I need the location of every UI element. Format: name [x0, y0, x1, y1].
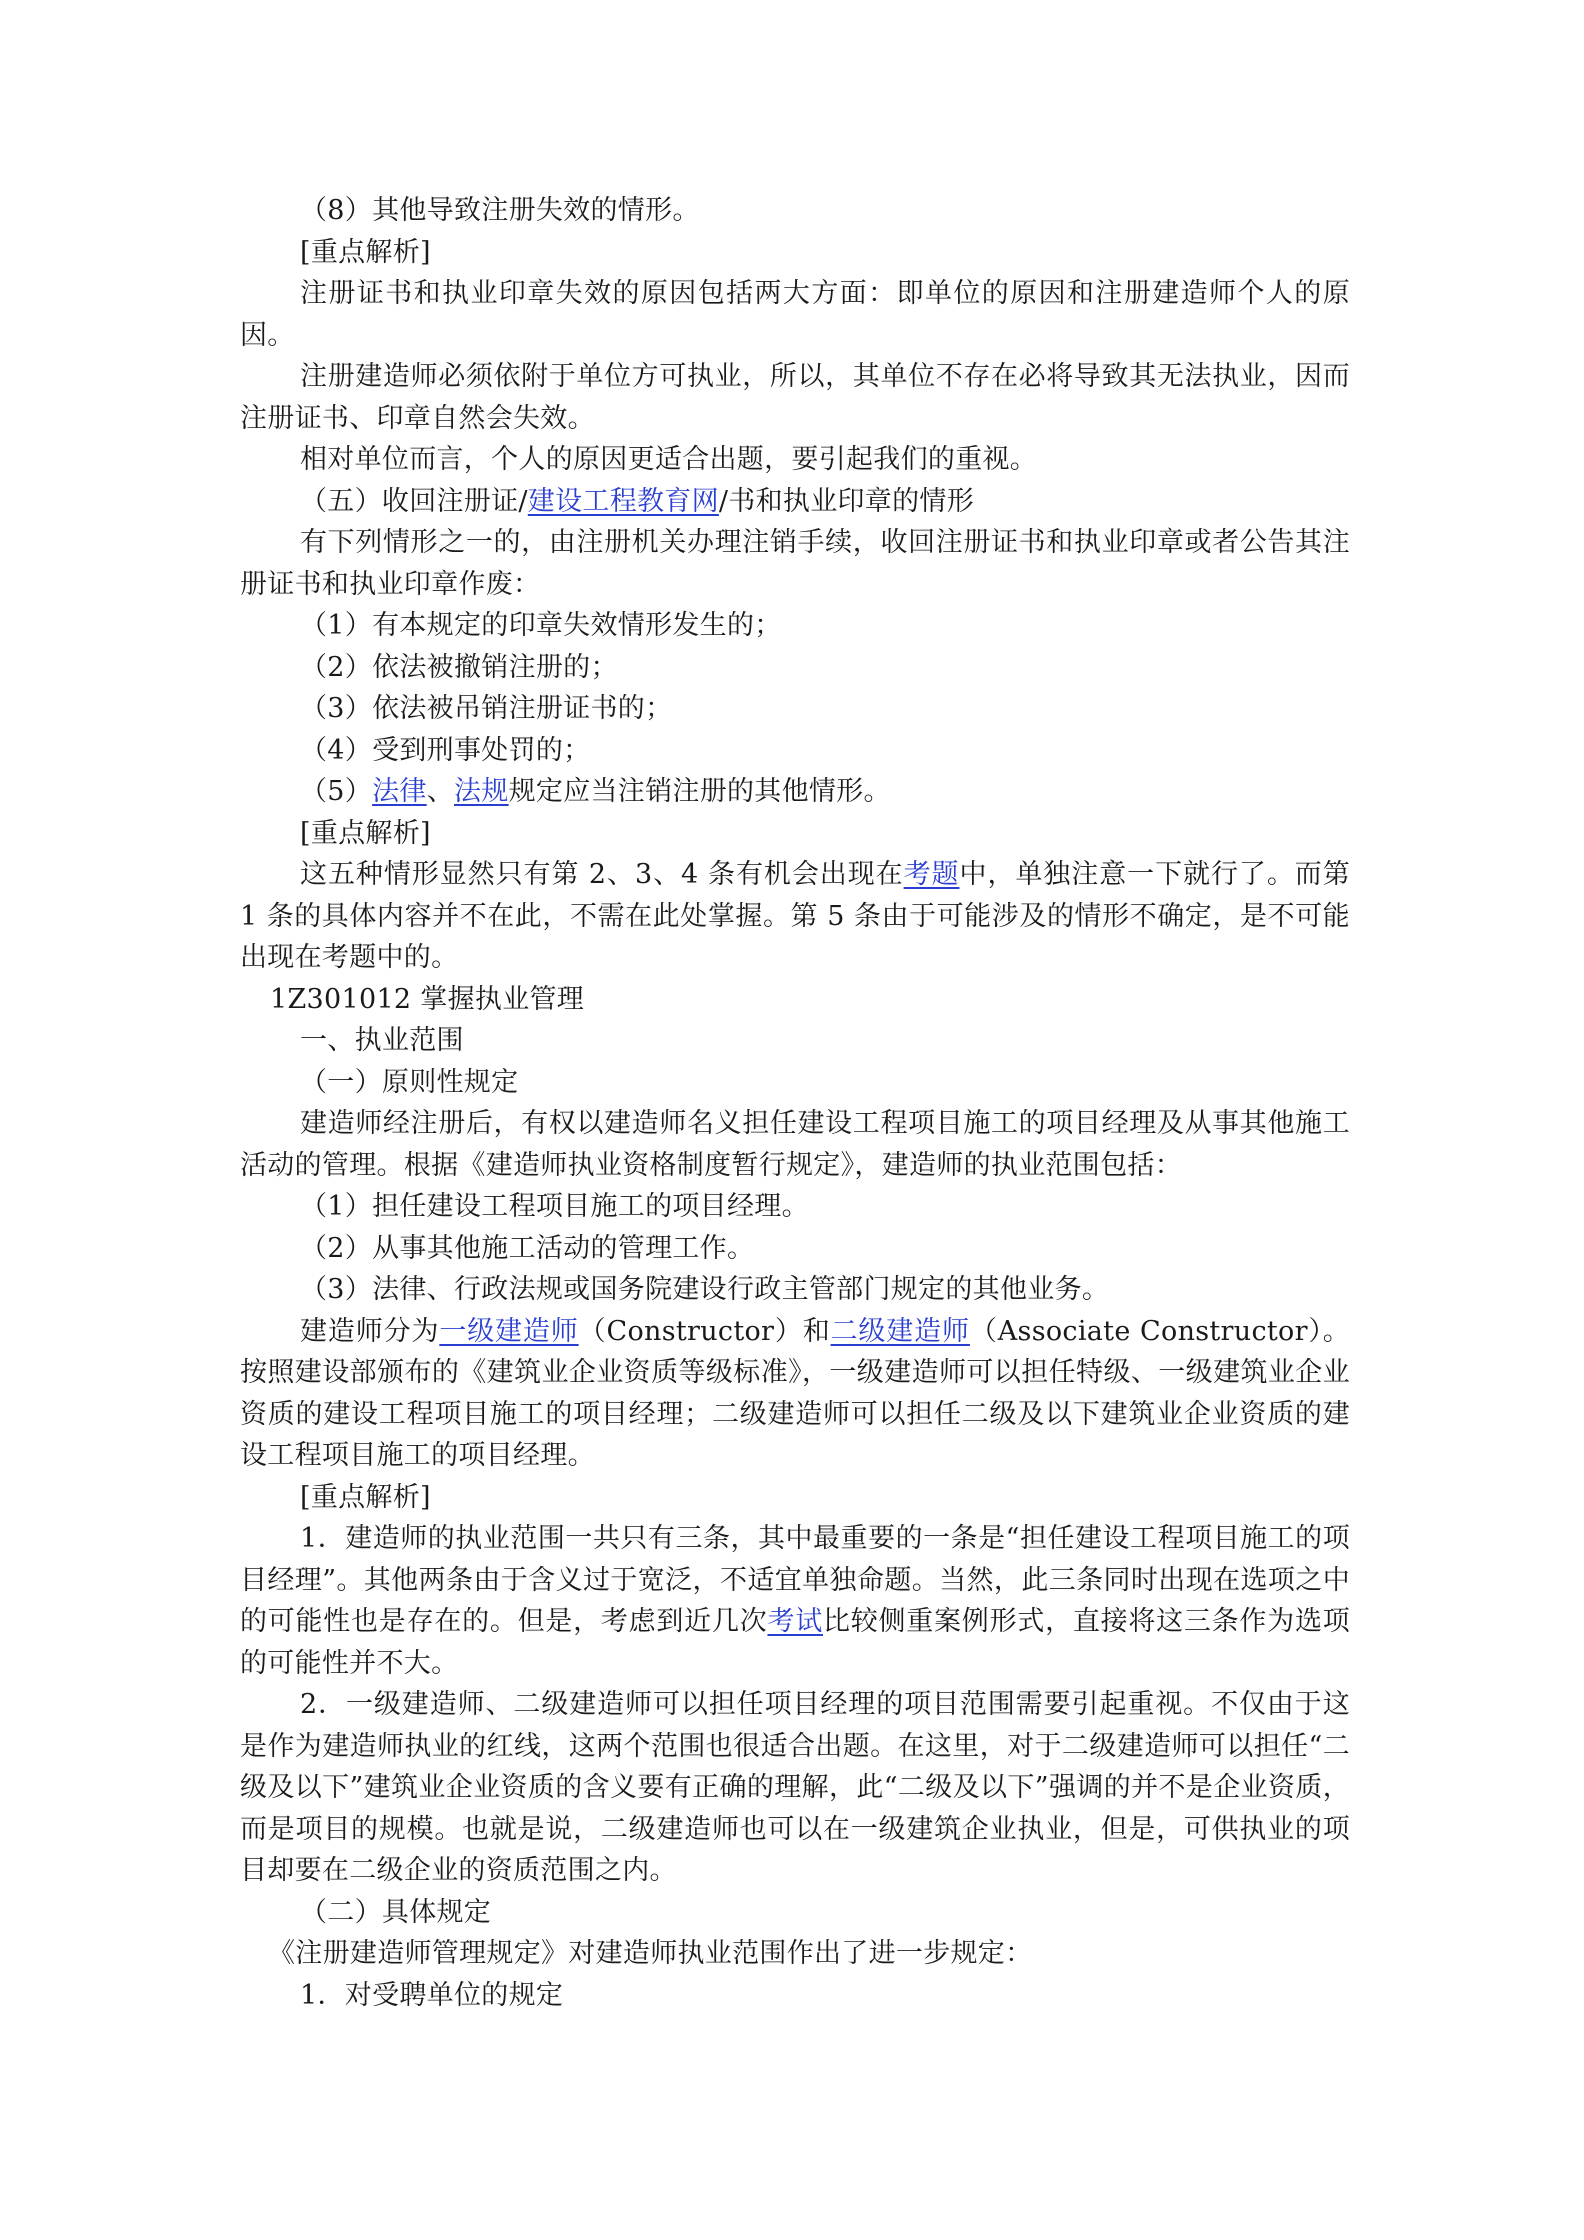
- paragraph-text: （五）收回注册证/: [300, 485, 528, 517]
- paragraph: [240, 1933, 1350, 1975]
- paragraph-text: 中，单独注意一下就行了。而第 1 条的具体内容并不在此，不需在此处掌握。第 5 条由于可能涉及的情形不确定，是不可能出现在考题中的。: [240, 859, 1351, 973]
- paragraph-text: （8）其他导致注册失效的情形。: [300, 195, 700, 226]
- paragraph-text: （3）依法被吊销注册证书的；: [300, 693, 673, 724]
- paragraph-text: 比较侧重案例形式，直接将这三条作为选项的可能性并不大。: [240, 1606, 1350, 1679]
- hyperlink[interactable]: 一级建造师: [439, 1315, 579, 1347]
- paragraph: [240, 1311, 1350, 1477]
- paragraph: [240, 481, 1350, 523]
- paragraph-text: 2．一级建造师、二级建造师可以担任项目经理的项目范围需要引起重视。不仅由于这是作为建造师执业的红线，这两个范围也很适合出题。在这里，对于二级建造师可以担任“二级及以下”建筑业企业资质的含义要有正确的理解，此“二级及以下”强调的并不是企业资质，而是项目的规模。也就是说，二级建造师也可以在一级建筑企业执业，但是，可供执业的项目却要在二级企业的资质范围之内。: [240, 1689, 1350, 1886]
- paragraph: [240, 1186, 1350, 1228]
- paragraph-text: （二）具体规定: [300, 1896, 492, 1928]
- paragraph: [240, 1518, 1350, 1684]
- hyperlink[interactable]: 考试: [767, 1606, 823, 1637]
- paragraph: [240, 1269, 1350, 1311]
- hyperlink[interactable]: 考题: [903, 859, 960, 890]
- paragraph: [240, 190, 1350, 232]
- hyperlink[interactable]: 法律: [372, 776, 427, 807]
- paragraph: [240, 730, 1350, 772]
- paragraph-text: 1．对受聘单位的规定: [300, 1979, 564, 2011]
- paragraph: [240, 1103, 1350, 1186]
- paragraph-text: （5）: [300, 776, 373, 807]
- paragraph: [240, 522, 1350, 605]
- paragraph: [240, 1892, 1350, 1934]
- paragraph: [240, 356, 1350, 439]
- paragraph-text: 1Z301012 掌握执业管理: [270, 983, 585, 1015]
- paragraph-text: 建造师经注册后，有权以建造师名义担任建设工程项目施工的项目经理及从事其他施工活动的管理。根据《建造师执业资格制度暂行规定》，建造师的执业范围包括：: [240, 1108, 1350, 1181]
- hyperlink[interactable]: 二级建造师: [830, 1315, 970, 1347]
- paragraph: [240, 605, 1350, 647]
- paragraph: [240, 232, 1350, 274]
- paragraph: [240, 1228, 1350, 1270]
- paragraph: [240, 1062, 1350, 1104]
- paragraph-text: 规定应当注销注册的其他情形。: [508, 776, 891, 807]
- paragraph-text: （2）依法被撤销注册的；: [300, 651, 618, 683]
- paragraph: [240, 771, 1350, 813]
- paragraph-text: 一、执业范围: [300, 1025, 464, 1056]
- paragraph-text: [重点解析]: [300, 236, 431, 268]
- paragraph-text: 建造师分为: [300, 1315, 440, 1347]
- paragraph: [240, 439, 1350, 481]
- paragraph-text: （Associate Constructor）。按照建设部颁布的《建筑业企业资质等级标准》，一级建造师可以担任特级、一级建筑业企业资质的建设工程项目施工的项目经理；二级建造师可以担任二级及以下建筑业企业资质的建设工程项目施工的项目经理。: [240, 1315, 1351, 1471]
- paragraph-text: 、: [426, 776, 454, 807]
- document-page: [240, 190, 1350, 2016]
- paragraph-text: （Constructor）和: [578, 1315, 831, 1347]
- paragraph: [240, 647, 1350, 689]
- paragraph-text: （4）受到刑事处罚的；: [300, 734, 591, 766]
- paragraph-text: 1．建造师的执业范围一共只有三条，其中最重要的一条是“担任建设工程项目施工的项目经理”。其他两条由于含义过于宽泛，不适宜单独命题。当然，此三条同时出现在选项之中的可能性也是存在的。但是，考虑到近几次: [240, 1523, 1350, 1637]
- paragraph-text: [重点解析]: [300, 1481, 431, 1513]
- paragraph-text: 注册建造师必须依附于单位方可执业，所以，其单位不存在必将导致其无法执业，因而注册证书、印章自然会失效。: [240, 361, 1350, 434]
- paragraph-text: （2）从事其他施工活动的管理工作。: [300, 1232, 755, 1264]
- hyperlink[interactable]: 法规: [454, 776, 509, 807]
- paragraph: [240, 1975, 1350, 2017]
- paragraph-text: （1）担任建设工程项目施工的项目经理。: [300, 1191, 809, 1222]
- paragraph: [240, 979, 1350, 1021]
- paragraph-text: （3）法律、行政法规或国务院建设行政主管部门规定的其他业务。: [300, 1274, 1110, 1305]
- paragraph: [240, 1684, 1350, 1892]
- paragraph: [240, 854, 1350, 979]
- paragraph-text: /书和执业印章的情形: [718, 485, 975, 517]
- paragraph: [240, 813, 1350, 855]
- paragraph: [240, 1020, 1350, 1062]
- paragraph-text: 这五种情形显然只有第 2、3、4 条有机会出现在: [300, 859, 904, 890]
- paragraph-text: [重点解析]: [300, 817, 431, 849]
- paragraph-text: 相对单位而言，个人的原因更适合出题，要引起我们的重视。: [300, 444, 1038, 475]
- paragraph: [240, 688, 1350, 730]
- paragraph: [240, 1477, 1350, 1519]
- paragraph-text: 《注册建造师管理规定》对建造师执业范围作出了进一步规定：: [268, 1938, 1033, 1969]
- paragraph-text: （1）有本规定的印章失效情形发生的；: [300, 610, 782, 641]
- paragraph-text: （一）原则性规定: [300, 1066, 519, 1098]
- paragraph: [240, 273, 1350, 356]
- paragraph-text: 有下列情形之一的，由注册机关办理注销手续，收回注册证书和执业印章或者公告其注册证书和执业印章作废：: [240, 527, 1350, 600]
- paragraph-text: 注册证书和执业印章失效的原因包括两大方面：即单位的原因和注册建造师个人的原因。: [240, 278, 1350, 351]
- hyperlink[interactable]: 建设工程教育网: [527, 485, 719, 517]
